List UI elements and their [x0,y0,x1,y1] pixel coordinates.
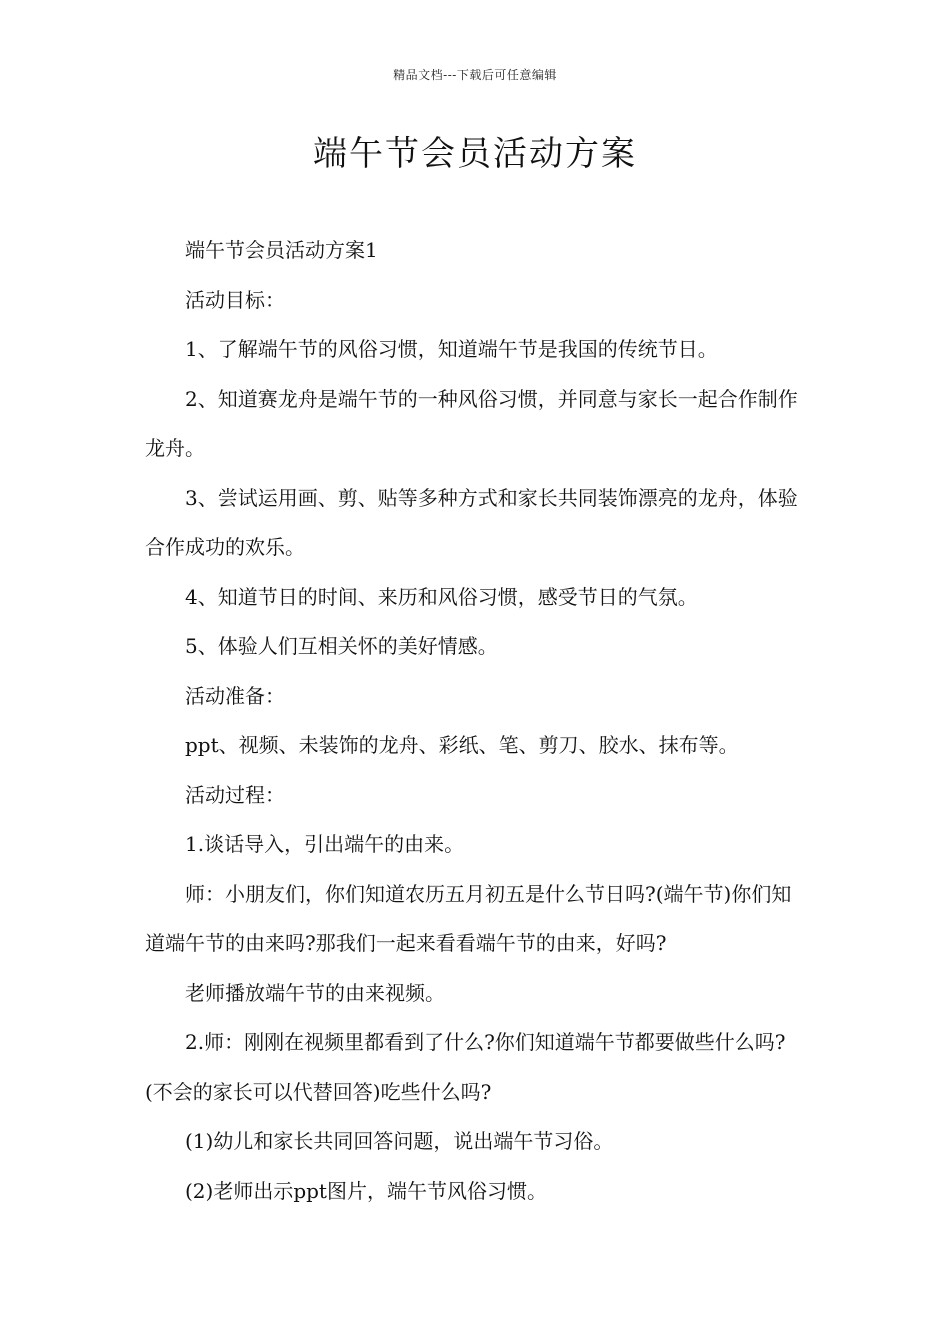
paragraph: 2、知道赛龙舟是端午节的一种风俗习惯，并同意与家长一起合作制作龙舟。 [145,386,798,460]
paragraph: 老师播放端午节的由来视频。 [185,980,445,1005]
paragraph: 师：小朋友们，你们知道农历五月初五是什么节日吗?(端午节)你们知道端午节的由来吗?那我们一起来看看端午节的由来，好吗? [145,881,792,955]
paragraph: 5、体验人们互相关怀的美好情感。 [185,634,498,658]
paragraph: 3、尝试运用画、剪、贴等多种方式和家长共同装饰漂亮的龙舟，体验合作成功的欢乐。 [145,485,798,559]
paragraph: 活动准备： [185,683,285,708]
paragraph: 端午节会员活动方案1 [185,238,378,262]
paragraph: (2)老师出示ppt图片，端午节风俗习惯。 [185,1178,547,1203]
paragraph: 2.师：刚刚在视频里都看到了什么?你们知道端午节都要做些什么吗?(不会的家长可以代替回答)吃些什么吗? [145,1030,786,1104]
page-header: 精品文档---下载后可任意编辑 [393,68,557,82]
paragraph: 活动目标： [185,287,285,312]
paragraph: 活动过程： [185,782,285,807]
paragraph: 4、知道节日的时间、来历和风俗习惯，感受节日的气氛。 [185,584,698,609]
document-title: 端午节会员活动方案 [313,134,637,174]
paragraph: 1.谈话导入，引出端午的由来。 [185,832,465,856]
paragraph: 1、了解端午节的风俗习惯，知道端午节是我国的传统节日。 [185,337,718,361]
document-body [145,226,810,1216]
paragraph: (1)幼儿和家长共同回答问题，说出端午节习俗。 [185,1129,614,1153]
paragraph: ppt、视频、未装饰的龙舟、彩纸、笔、剪刀、胶水、抹布等。 [185,733,739,757]
